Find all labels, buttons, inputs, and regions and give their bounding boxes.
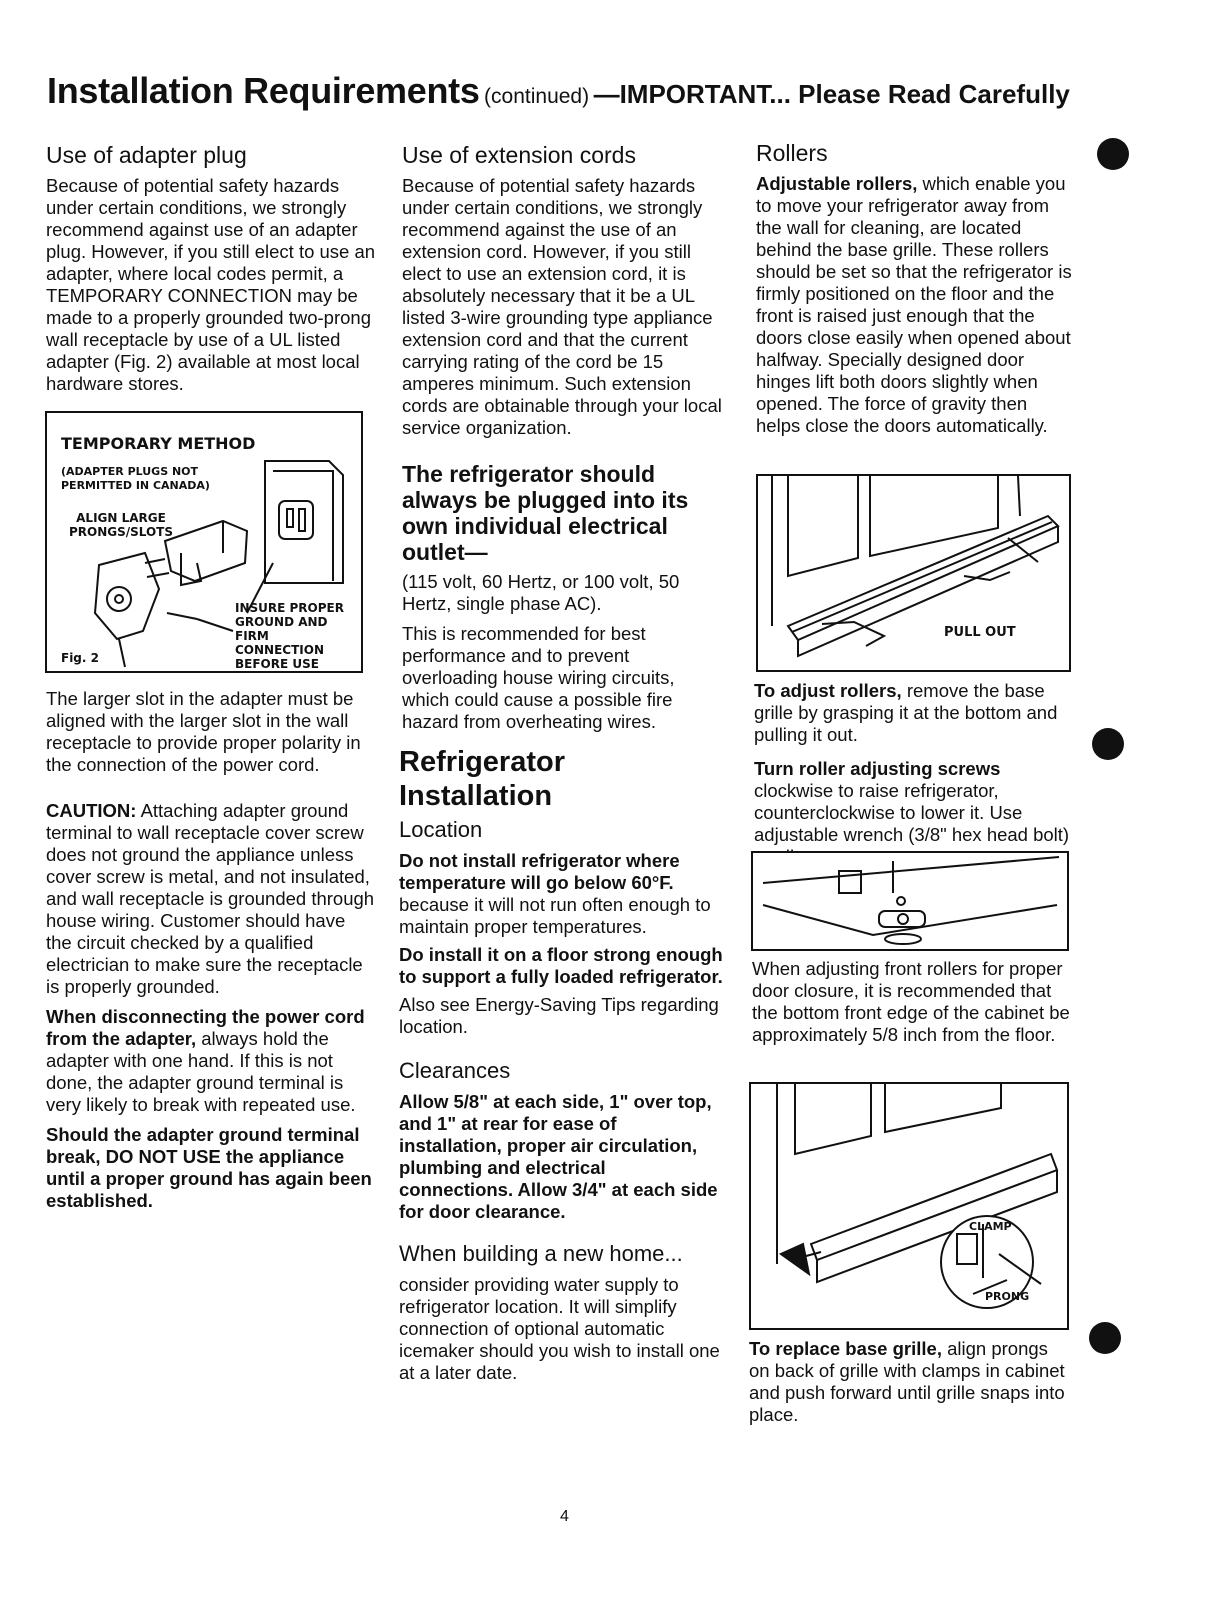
section-refrigerator-installation [399, 745, 724, 1384]
larger-slot-text: The larger slot in the adapter must be aligned with the larger slot in the wall receptacle to provide proper polarity in the connection of the power cord. [46, 688, 361, 775]
figure-label-align: ALIGN LARGE PRONGS/SLOTS [68, 511, 174, 539]
title-main: Installation Requirements [47, 70, 480, 111]
figure-pull-out-grille [756, 474, 1071, 672]
rollers-bold: Adjustable rollers, [756, 173, 918, 194]
turn-text: clockwise to raise refrigerator, counterclockwise to lower it. Use adjustable wrench (3/8" hex head bolt) [754, 780, 1070, 845]
adapter-intro: Because of potential safety hazards under certain conditions, we strongly recommend against use of an adapter plug. However, if you still elect to use an adapter, where local codes permit, a TEMPORARY CONNECTION may be made to a properly grounded two-prong wall receptacle by use of a UL listed adapter (Fig. 2) available at most local hardware stores. [46, 175, 376, 394]
installation-heading: Refrigerator Installation [399, 746, 565, 812]
page-title [47, 70, 1070, 112]
clearances-text: Allow 5/8" at each side, 1" over top, and 1" at rear for ease of installation, proper air circulation, plumbing and electrical connections. Allow 3/4" at each side for door clearance. [399, 1091, 718, 1222]
figure-label-fig2: Fig. 2 [61, 651, 99, 665]
location-heading: Location [399, 817, 483, 842]
front-rollers-text: When adjusting front rollers for proper door closure, it is recommended that the bottom front edge of the cabinet be approximately 5/8 inch from the floor. [752, 958, 1070, 1045]
column-extension-cords [402, 144, 724, 733]
location-text-1: because it will not run often enough to maintain proper temperatures. [399, 894, 711, 937]
title-important: —IMPORTANT... Please Read Carefully [593, 79, 1070, 109]
disconnect-paragraph [46, 1006, 376, 1116]
adapter-plug-drawing [47, 413, 361, 671]
figure-label-insure: INSURE PROPER GROUND AND FIRM CONNECTION BEFORE USE [235, 601, 344, 671]
disconnect-text: always hold the adapter with one hand. If this is not done, the adapter ground terminal is very likely to break with repeated use. [46, 1028, 356, 1115]
figure-adapter-method [45, 411, 363, 673]
outlet-spec: (115 volt, 60 Hertz, or 100 volt, 50 Hertz, single phase AC). [402, 571, 680, 614]
location-bold-2: Do install it on a floor strong enough to support a fully loaded refrigerator. [399, 944, 723, 987]
replace-bold: To replace base grille, [749, 1338, 942, 1359]
figure-label-prong: PRONG [985, 1290, 1030, 1303]
replace-paragraph [749, 1338, 1069, 1426]
title-continued: (continued) [484, 85, 590, 108]
rollers-paragraph [756, 173, 1074, 437]
adjust-section [754, 680, 1072, 868]
adjust-bold: To adjust rollers, [754, 680, 902, 701]
replace-text: align prongs on back of grille with clamps in cabinet and push forward until grille snaps into place. [749, 1338, 1065, 1425]
rollers-text: which enable you to move your refrigerator away from the wall for cleaning, are located behind the base grille. These rollers should be set so that the refrigerator is firmly positioned on the floor and the front is raised just enough that the doors close easily when opened about halfway. Specially designed door hinges lift both doors slightly when opened. The force of gravity then helps close the doors automatically. [756, 173, 1072, 436]
column-rollers [756, 142, 1074, 437]
outlet-heading: The refrigerator should always be plugged into its own individual electrical outlet— [402, 461, 689, 565]
binder-hole-bottom [1089, 1322, 1121, 1354]
location-bold-1: Do not install refrigerator where temperature will go below 60°F. [399, 850, 680, 893]
figure-title: TEMPORARY METHOD [61, 434, 256, 453]
adapter-details [46, 688, 376, 1212]
figure-roller-screw [751, 851, 1069, 951]
page-number: 4 [560, 1508, 569, 1525]
adapter-heading: Use of adapter plug [46, 142, 247, 168]
binder-hole-middle [1092, 728, 1124, 760]
figure-label-clamp: CLAMP [969, 1220, 1012, 1233]
roller-screw-drawing [753, 853, 1067, 949]
replace-grille-text-block [749, 1338, 1069, 1426]
caution-label: CAUTION: [46, 800, 137, 821]
turn-bold: Turn roller adjusting screws [754, 758, 1001, 779]
rollers-heading: Rollers [756, 140, 828, 166]
outlet-text: This is recommended for best performance and to prevent overloading house wiring circuits, which could cause a possible fire hazard from overheating wires. [402, 623, 675, 732]
clearances-heading: Clearances [399, 1058, 511, 1083]
break-warning: Should the adapter ground terminal break, DO NOT USE the appliance until a proper ground has again been established. [46, 1124, 372, 1211]
column-adapter-plug [46, 144, 376, 395]
disconnect-bold: When disconnecting the power cord from the adapter, [46, 1006, 365, 1049]
caution-text: Attaching adapter ground terminal to wall receptacle cover screw does not ground the appliance unless cover screw is metal, and not insulated, and wall receptacle is grounded through house wiring. Customer should have the circuit checked by a qualified electrician to make sure the receptacle is properly grounded. [46, 800, 375, 997]
adjust-text: remove the base grille by grasping it at the bottom and pulling it out. [754, 680, 1058, 745]
binder-hole-top [1097, 138, 1129, 170]
extension-heading: Use of extension cords [402, 142, 636, 168]
extension-intro: Because of potential safety hazards under certain conditions, we strongly recommend against the use of an extension cord. However, if you still elect to use an extension cord, it is absolutely necessary that it be a UL listed 3-wire grounding type appliance extension cord and that the current carrying rating of the cord be 15 amperes minimum. Such extension cords are obtainable through your local service organization. [402, 175, 722, 438]
adjust-paragraph [754, 680, 1072, 746]
caution-paragraph [46, 800, 376, 998]
figure-label-pull-out: PULL OUT [944, 625, 1016, 640]
figure-note: (ADAPTER PLUGS NOT PERMITTED IN CANADA) [61, 465, 210, 492]
figure-replace-grille [749, 1082, 1069, 1330]
front-rollers-text-block [752, 958, 1072, 1046]
new-home-text: consider providing water supply to refrigerator location. It will simplify connection of optional automatic icemaker should you wish to install one at a later date. [399, 1274, 720, 1383]
location-text-2: Also see Energy-Saving Tips regarding location. [399, 994, 719, 1037]
pull-out-drawing [758, 476, 1069, 670]
new-home-heading: When building a new home... [399, 1241, 683, 1266]
